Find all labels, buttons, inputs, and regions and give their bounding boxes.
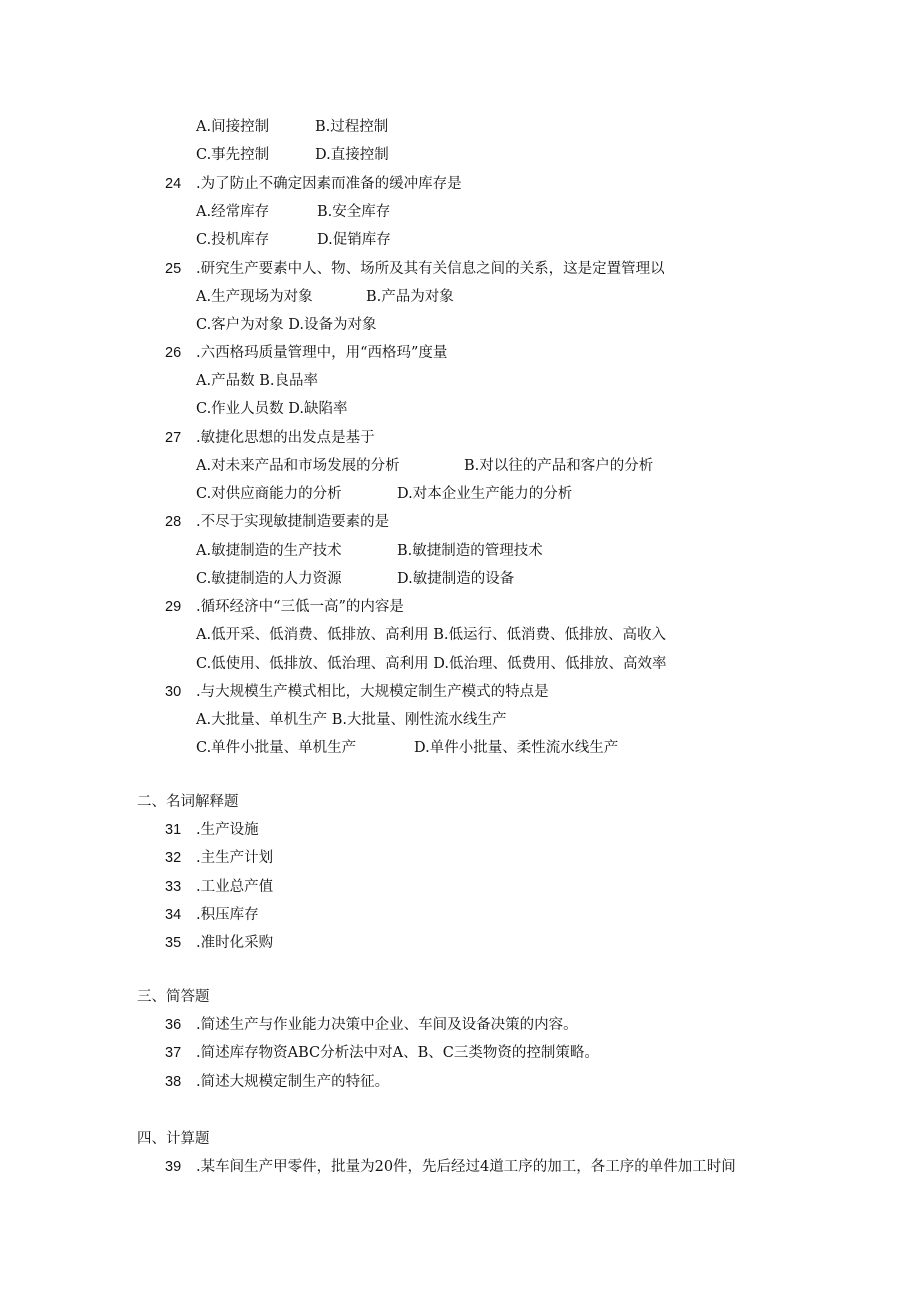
option: A.生产现场为对象 [196, 289, 313, 305]
question-text: .研究生产要素中人、物、场所及其有关信息之间的关系，这是定置管理以 [196, 261, 665, 277]
option: D.敏捷制造的设备 [397, 571, 515, 587]
option: A.对未来产品和市场发展的分析 [196, 458, 400, 474]
option: A.大批量、单机生产 B.大批量、刚性流水线生产 [196, 712, 507, 728]
question-number: 38 [165, 1074, 182, 1090]
question-text: .某车间生产甲零件，批量为20件，先后经过4道工序的加工，各工序的单件加工时间 [196, 1159, 736, 1175]
question-number: 31 [165, 822, 182, 838]
option: A.经常库存 [196, 204, 270, 220]
question-number: 35 [165, 935, 182, 951]
question-text: .简述库存物资ABC分析法中对A、B、C三类物资的控制策略。 [196, 1045, 599, 1061]
option: D.对本企业生产能力的分析 [397, 486, 573, 502]
option: C.投机库存 [196, 232, 270, 248]
option: C.单件小批量、单机生产 [196, 740, 357, 756]
section-title: 二、名词解释题 [137, 794, 239, 810]
q23-option-c: C.事先控制 [196, 147, 270, 163]
option: C.敏捷制造的人力资源 [196, 571, 342, 587]
question-text: .简述生产与作业能力决策中企业、车间及设备决策的内容。 [196, 1017, 578, 1033]
question-number: 32 [165, 850, 182, 866]
option: A.产品数 B.良品率 [196, 373, 318, 389]
option: B.敏捷制造的管理技术 [397, 543, 543, 559]
question-number: 26 [165, 345, 182, 361]
option: A.敏捷制造的生产技术 [196, 543, 342, 559]
question-number: 34 [165, 907, 182, 923]
question-number: 27 [165, 430, 182, 446]
q23-option-a: A.间接控制 [196, 119, 270, 135]
question-number: 36 [165, 1017, 182, 1033]
question-text: .简述大规模定制生产的特征。 [196, 1074, 390, 1090]
question-text: .敏捷化思想的出发点是基于 [196, 430, 375, 446]
question-text: .积压库存 [196, 907, 259, 923]
q23-option-d: D.直接控制 [315, 147, 389, 163]
option: D.单件小批量、柔性流水线生产 [414, 740, 619, 756]
question-number: 28 [165, 514, 182, 530]
q23-option-b: B.过程控制 [315, 119, 389, 135]
option: B.安全库存 [317, 204, 391, 220]
question-number: 29 [165, 599, 182, 615]
question-text: .为了防止不确定因素而准备的缓冲库存是 [196, 176, 462, 192]
question-number: 39 [165, 1159, 182, 1175]
question-number: 30 [165, 684, 182, 700]
question-number: 24 [165, 176, 182, 192]
question-text: .主生产计划 [196, 850, 274, 866]
section-title: 三、简答题 [137, 989, 210, 1005]
question-text: .六西格玛质量管理中，用“西格玛”度量 [196, 345, 448, 361]
option: C.客户为对象 D.设备为对象 [196, 317, 377, 333]
question-text: .工业总产值 [196, 879, 274, 895]
question-text: .不尽于实现敏捷制造要素的是 [196, 514, 390, 530]
option: A.低开采、低消费、低排放、高利用 B.低运行、低消费、低排放、高收入 [196, 627, 666, 643]
question-text: .与大规模生产模式相比，大规模定制生产模式的特点是 [196, 684, 549, 700]
question-number: 25 [165, 261, 182, 277]
question-text: .循环经济中“三低一高”的内容是 [196, 599, 404, 615]
question-number: 33 [165, 879, 182, 895]
option: D.促销库存 [317, 232, 391, 248]
option: B.产品为对象 [366, 289, 454, 305]
section-title: 四、计算题 [137, 1131, 210, 1147]
option: C.作业人员数 D.缺陷率 [196, 401, 348, 417]
option: C.低使用、低排放、低治理、高利用 D.低治理、低费用、低排放、高效率 [196, 656, 667, 672]
option: B.对以往的产品和客户的分析 [464, 458, 654, 474]
option: C.对供应商能力的分析 [196, 486, 342, 502]
question-number: 37 [165, 1045, 182, 1061]
question-text: .生产设施 [196, 822, 259, 838]
question-text: .准时化采购 [196, 935, 274, 951]
